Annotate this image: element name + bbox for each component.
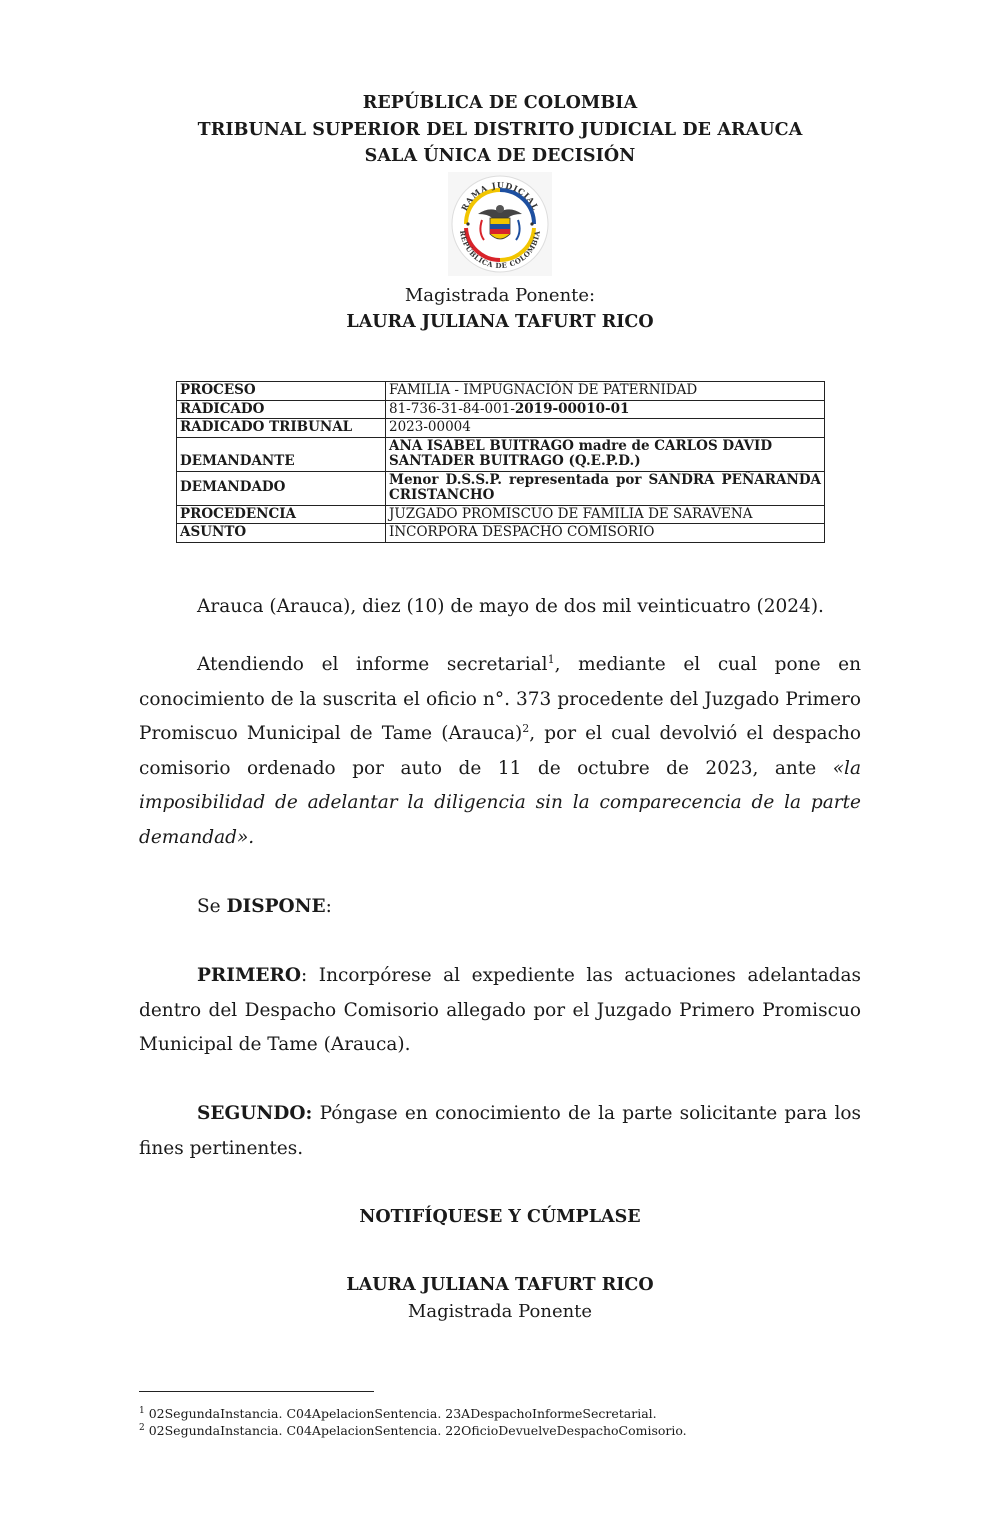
dispone-word: DISPONE — [226, 896, 326, 917]
ponente-name: LAURA JULIANA TAFURT RICO — [346, 312, 654, 332]
demandado-line-2: CRISTANCHO — [389, 487, 495, 503]
row-key-demandado: DEMANDADO — [177, 471, 386, 505]
row-value-demandado — [386, 471, 825, 505]
primero-label: PRIMERO — [197, 965, 302, 986]
footnote-ref-1: 1 — [547, 652, 555, 666]
primero-text: : Incorpórese al expediente las actuaciones adelantadas dentro del Despacho Comisorio allegado por el Juzgado Primero Promiscuo Municipal de Tame (Arauca). — [139, 965, 861, 1056]
segundo-paragraph — [139, 1097, 861, 1166]
signature-title: Magistrada Ponente — [407, 1301, 593, 1322]
table-row — [177, 400, 825, 419]
table-row — [177, 437, 825, 471]
table-row — [177, 505, 825, 524]
header-court: TRIBUNAL SUPERIOR DEL DISTRITO JUDICIAL DE ARAUCA — [197, 120, 803, 140]
header-country: REPÚBLICA DE COLOMBIA — [362, 93, 638, 113]
radicado-prefix: 81-736-31-84-001- — [389, 400, 515, 417]
row-key-radicado: RADICADO — [177, 400, 386, 419]
footnote-1-number: 1 — [139, 1406, 145, 1416]
rama-judicial-seal-logo — [448, 172, 552, 276]
row-value-radicado-tribunal: 2023-00004 — [386, 419, 825, 438]
closing-line: NOTIFÍQUESE Y CÚMPLASE — [359, 1207, 641, 1227]
table-row — [177, 382, 825, 401]
row-key-procedencia: PROCEDENCIA — [177, 505, 386, 524]
signature-name: LAURA JULIANA TAFURT RICO — [346, 1275, 654, 1295]
radicado-number: 2019-00010-01 — [514, 400, 630, 417]
row-value-demandante — [386, 437, 825, 471]
footnote-2-number: 2 — [139, 1423, 145, 1433]
footnote-2 — [139, 1420, 687, 1439]
demandante-line-2: SANTADER BUITRAGO (Q.E.P.D.) — [389, 453, 641, 469]
footnote-ref-2: 2 — [522, 722, 530, 736]
dispone-suffix: : — [325, 896, 332, 917]
header-chamber: SALA ÚNICA DE DECISIÓN — [364, 146, 636, 166]
demandado-line-1: Menor D.S.S.P. representada por SANDRA PEÑARANDA — [389, 471, 821, 488]
paragraph-part-2: , mediante el cual pone en conocimiento de la suscrita el oficio n°. 373 procedente del Juzgado Primero Promiscuo Municipal de Tame (Arauca) — [139, 654, 862, 745]
seal-top-text: RAMA JUDICIAL — [458, 179, 542, 213]
demandante-line-1: ANA ISABEL BUITRAGO madre de CARLOS DAVID — [389, 437, 773, 454]
dispone-prefix: Se — [197, 896, 227, 917]
case-info-table — [176, 381, 825, 543]
footnote-separator — [139, 1391, 374, 1392]
row-value-radicado — [386, 400, 825, 419]
ponente-label: Magistrada Ponente: — [404, 285, 596, 306]
row-value-asunto: INCORPORA DESPACHO COMISORIO — [386, 524, 825, 543]
footnote-2-text: 02SegundaInstancia. C04ApelacionSentencia. 22OficioDevuelveDespachoComisorio. — [144, 1423, 687, 1439]
paragraph-part-3: , por el cual devolvió el despacho comisorio ordenado por auto de 11 de octubre de 2023, ante — [139, 723, 861, 779]
table-row — [177, 471, 825, 505]
footnote-1-text: 02SegundaInstancia. C04ApelacionSentencia. 23ADespachoInformeSecretarial. — [144, 1406, 657, 1422]
dispone-line — [139, 890, 861, 925]
row-value-procedencia: JUZGADO PROMISCUO DE FAMILIA DE SARAVENA — [386, 505, 825, 524]
seal-bottom-text: REPÚBLICA DE COLOMBIA — [458, 229, 542, 271]
paragraph-informe — [139, 648, 861, 856]
date-line: Arauca (Arauca), diez (10) de mayo de dos mil veinticuatro (2024). — [197, 596, 824, 617]
row-value-proceso: FAMILIA - IMPUGNACIÓN DE PATERNIDAD — [386, 382, 825, 401]
table-row — [177, 419, 825, 438]
row-key-radicado-tribunal: RADICADO TRIBUNAL — [177, 419, 386, 438]
table-row — [177, 524, 825, 543]
segundo-text: Póngase en conocimiento de la parte solicitante para los fines pertinentes. — [139, 1103, 861, 1159]
segundo-label: SEGUNDO: — [197, 1103, 313, 1124]
row-key-demandante: DEMANDANTE — [177, 437, 386, 471]
row-key-asunto: ASUNTO — [177, 524, 386, 543]
row-key-proceso: PROCESO — [177, 382, 386, 401]
paragraph-part-1: Atendiendo el informe secretarial — [197, 654, 548, 675]
primero-paragraph — [139, 959, 861, 1063]
paragraph-quote: «la imposibilidad de adelantar la diligencia sin la comparecencia de la parte demandad». — [139, 757, 861, 848]
